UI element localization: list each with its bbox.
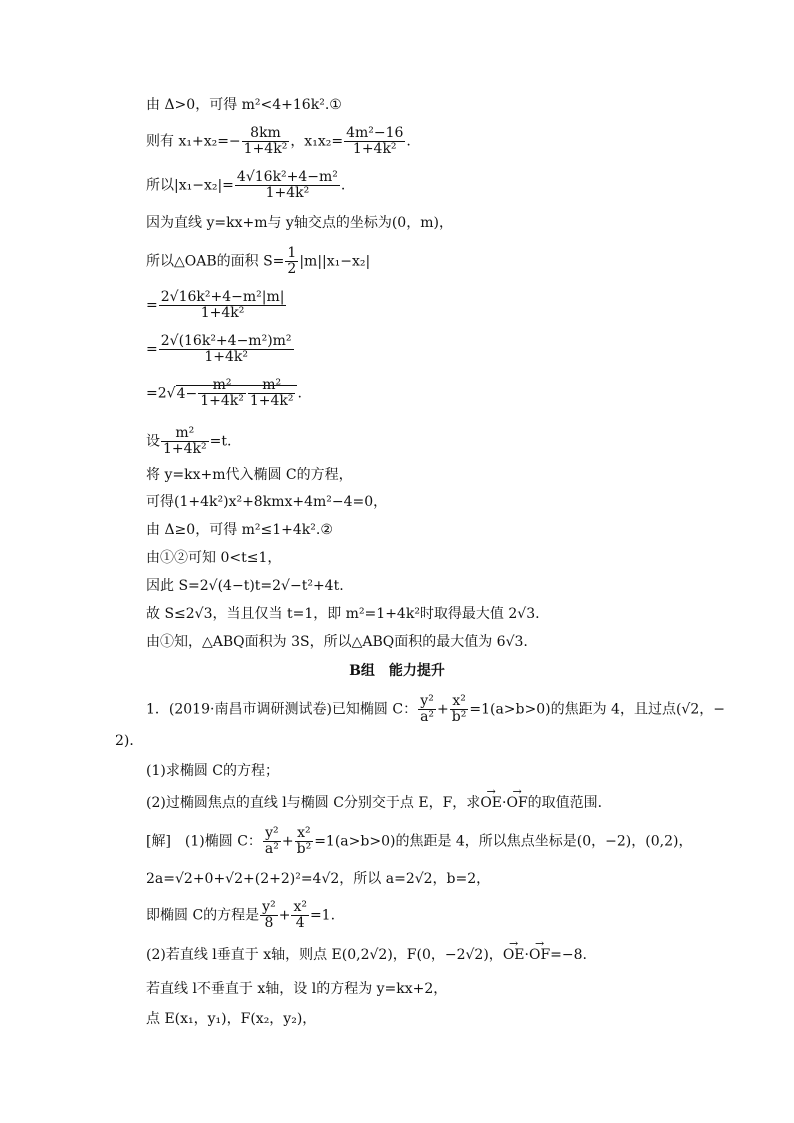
line-substitute-ellipse: 将 y=kx+m代入椭圆 C的方程， [146,467,353,483]
line-t-range: 由①②可知 0<t≤1， [146,550,282,566]
fraction: $\frac{\text{2√(16k²+4−m²)m²}}{\text{1+4k²}}$ [160,333,292,365]
question-1: (1)求椭圆 C的方程； [146,763,279,779]
fraction: $\frac{\text{4√16k²+4−m²}}{\text{1+4k²}}$ [236,169,338,201]
vector-oe: → OE [503,946,525,964]
line-abq-max: 由①知，△ABQ面积为 3S，所以△ABQ面积的最大值为 6√3. [146,634,528,650]
line-area-step2: = $\frac{\text{2√(16k²+4−m²)m²}}{\text{1+4k²}}$ [146,333,292,365]
fraction: $\frac{\text{x²}}{\text{b²}}$ [296,825,312,857]
line-s-of-t: 因此 S=2√(4−t)t=2√−t²+4t. [146,578,344,594]
problem-statement: 1．(2019·南昌市调研测试卷)已知椭圆 C： $\frac{\text{y²}}{\text{a²}}$ + $\frac{\text{x²}}{\text{b²}}$ =1(a>b>0)的焦距为 4，且过点(√2，− [146,693,725,725]
solution-line-6: 点 E(x₁，y₁)，F(x₂，y₂)， [146,1011,317,1027]
radical: 4− $\frac{\text{m²}}{\text{1+4k²}}$ $\frac{\text{m²}}{\text{1+4k²}}$ [176,385,298,402]
line-delta-condition: 由 Δ>0，可得 m²<4+16k².① [146,97,342,113]
fraction: $\frac{\text{y²}}{\text{a²}}$ [264,825,279,857]
line-distance: 所以|x₁−x₂|= $\frac{\text{4√16k²+4−m²}}{\text{1+4k²}}$ . [146,169,346,201]
fraction: $\frac{\text{x²}}{\text{b²}}$ [451,693,467,725]
problem-statement-cont: 2)． [115,733,144,749]
question-2: (2)过椭圆焦点的直线 l与椭圆 C分别交于点 E，F，求→ OE·→ OF的取值范围． [146,794,612,812]
line-area-step3: =2√4− $\frac{\text{m²}}{\text{1+4k²}}$ $\frac{\text{m²}}{\text{1+4k²}}$ . [146,377,302,409]
line-substitution-t: 设 $\frac{\text{m²}}{\text{1+4k²}}$ =t. [146,425,232,457]
fraction: $\frac{\text{m²}}{\text{1+4k²}}$ [200,377,244,409]
solution-line-4: (2)若直线 l垂直于 x轴，则点 E(0,2√2)，F(0，−2√2)，→ OE·→ OF=−8. [146,946,587,964]
solution-line-2: 2a=√2+0+√2+(2+2)²=4√2，所以 a=2√2，b=2， [146,871,491,887]
line-quadratic: 可得(1+4k²)x²+8kmx+4m²−4=0， [146,494,388,510]
line-vieta: 则有 x₁+x₂=− $\frac{8km}{\text{1+4k²}}$ ，x₁x₂= $\frac{\text{4m²−16}}{\text{1+4k²}}$ . [146,125,411,157]
fraction: $\frac{\text{m²}}{\text{1+4k²}}$ [163,425,207,457]
line-intercept: 因为直线 y=kx+m与 y轴交点的坐标为(0，m)， [146,215,453,231]
line-area: 所以△OAB的面积 S= $\frac{1}{2}$ |m||x₁−x₂| [146,245,371,277]
vector-of: → OF [529,946,550,964]
line-delta-nonneg: 由 Δ≥0，可得 m²≤1+4k².② [146,522,333,538]
fraction: $\frac{\text{x²}}{4}$ [293,899,307,931]
fraction: $\frac{\text{m²}}{\text{1+4k²}}$ [249,377,294,409]
section-title: B组 能力提升 [349,663,445,679]
line-area-step1: = $\frac{\text{2√16k²+4−m²|m|}}{\text{1+4k²}}$ [146,289,285,321]
vector-of: → OF [506,794,527,812]
solution-line-1: [解] (1)椭圆 C： $\frac{\text{y²}}{\text{a²}}$ + $\frac{\text{x²}}{\text{b²}}$ =1(a>b>0)的焦距是 4，所以焦点坐标是(0，−2)，(0,2)， [146,825,693,857]
solution-line-3: 即椭圆 C的方程是 $\frac{\text{y²}}{8}$ + $\frac{\text{x²}}{4}$ =1. [146,899,336,931]
fraction: $\frac{8km}{\text{1+4k²}}$ [243,125,288,157]
fraction: $\frac{\text{4m²−16}}{\text{1+4k²}}$ [346,125,404,157]
vector-oe: → OE [480,794,502,812]
fraction: $\frac{1}{2}$ [287,245,297,277]
fraction: $\frac{\text{y²}}{\text{a²}}$ [420,693,435,725]
solution-line-5: 若直线 l不垂直于 x轴，设 l的方程为 y=kx+2， [146,981,448,997]
fraction: $\frac{\text{y²}}{8}$ [262,899,276,931]
fraction: $\frac{\text{2√16k²+4−m²|m|}}{\text{1+4k²}}$ [160,289,285,321]
line-max-s: 故 S≤2√3，当且仅当 t=1，即 m²=1+4k²时取得最大值 2√3. [146,606,540,622]
